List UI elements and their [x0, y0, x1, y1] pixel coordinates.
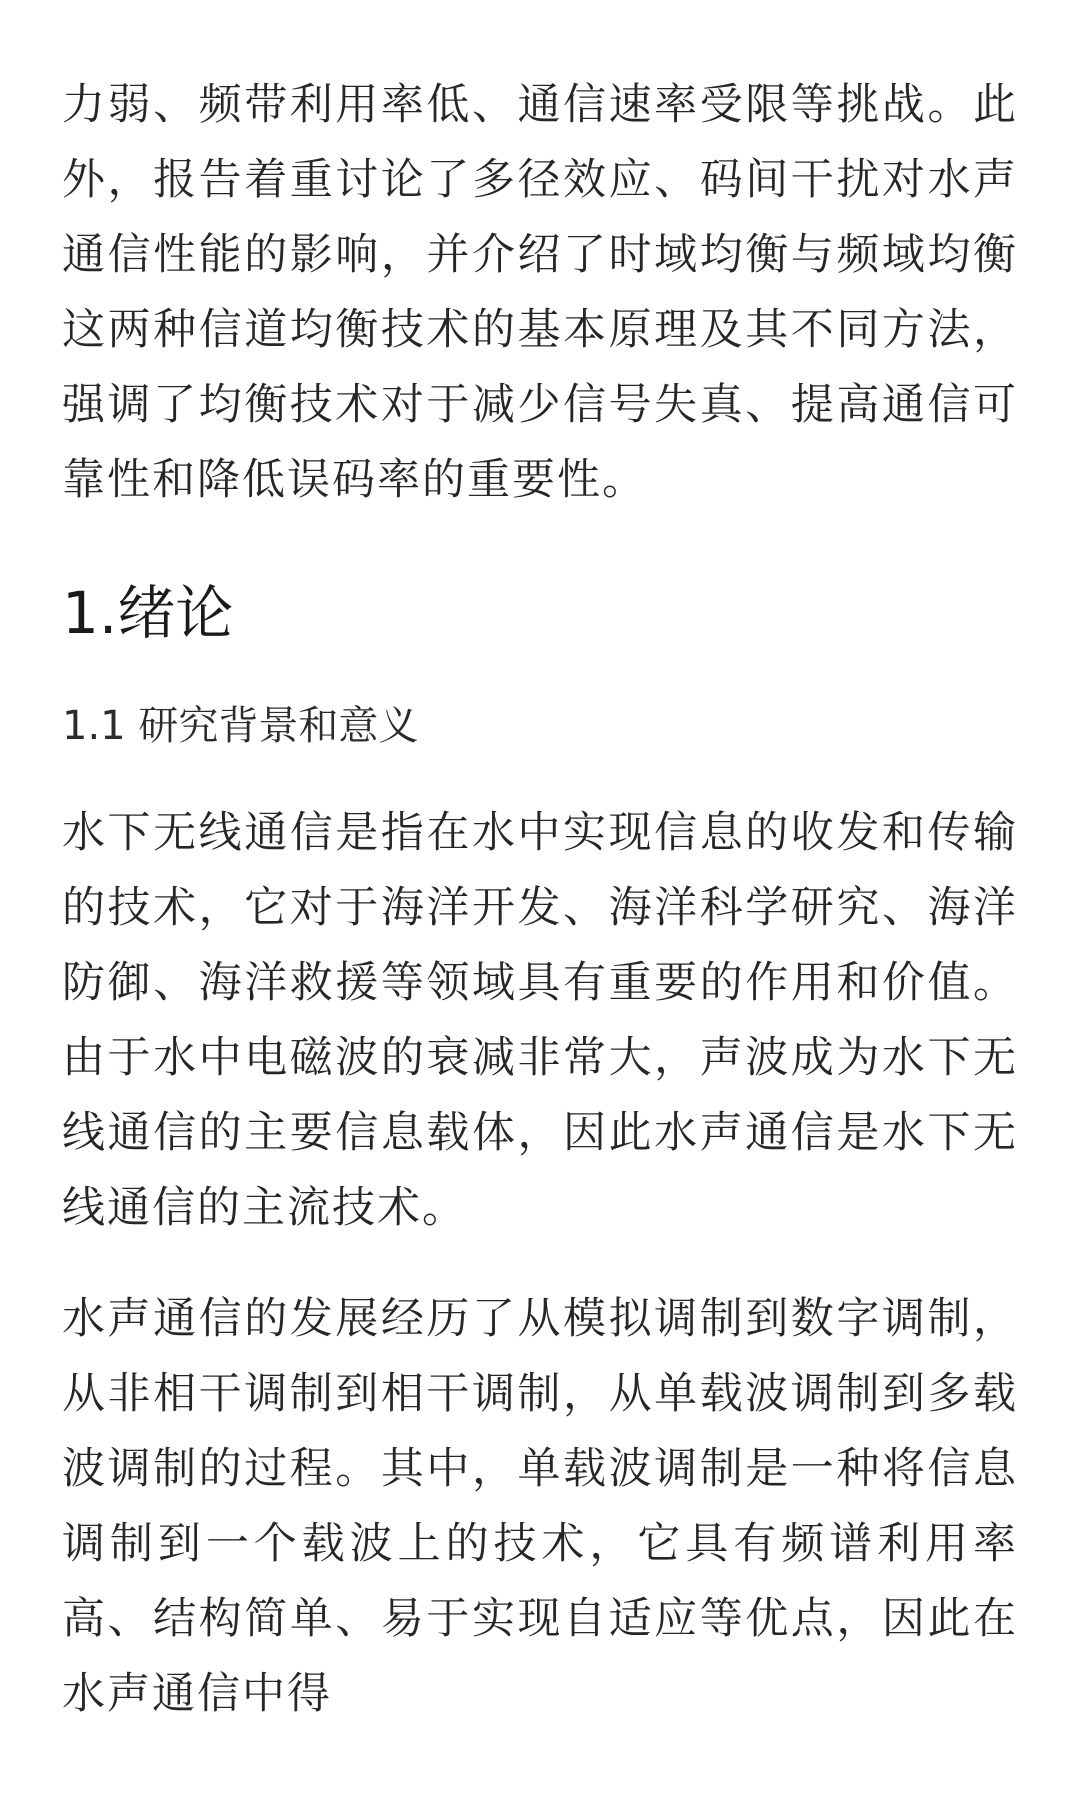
intro-paragraph: 力弱、频带利用率低、通信速率受限等挑战。此外，报告着重讨论了多径效应、码间干扰对水声通信性能的影响，并介绍了时域均衡与频域均衡这两种信道均衡技术的基本原理及其不同方法，强调了均衡技术对于减少信号失真、提高通信可靠性和降低误码率的重要性。 [62, 80, 1018, 505]
section-title: 1.绪论 [62, 579, 234, 647]
subsection-title: 1.1 研究背景和意义 [62, 703, 419, 749]
background-paragraph: 水下无线通信是指在水中实现信息的收发和传输的技术，它对于海洋开发、海洋科学研究、海洋防御、海洋救援等领域具有重要的作用和价值。由于水中电磁波的衰减非常大，声波成为水下无线通信的主要信息载体，因此水声通信是水下无线通信的主流技术。 [62, 808, 1018, 1233]
development-paragraph: 水声通信的发展经历了从模拟调制到数字调制，从非相干调制到相干调制，从单载波调制到多载波调制的过程。其中，单载波调制是一种将信息调制到一个载波上的技术，它具有频谱利用率高、结构简单、易于实现自适应等优点，因此在水声通信中得 [62, 1294, 1018, 1719]
